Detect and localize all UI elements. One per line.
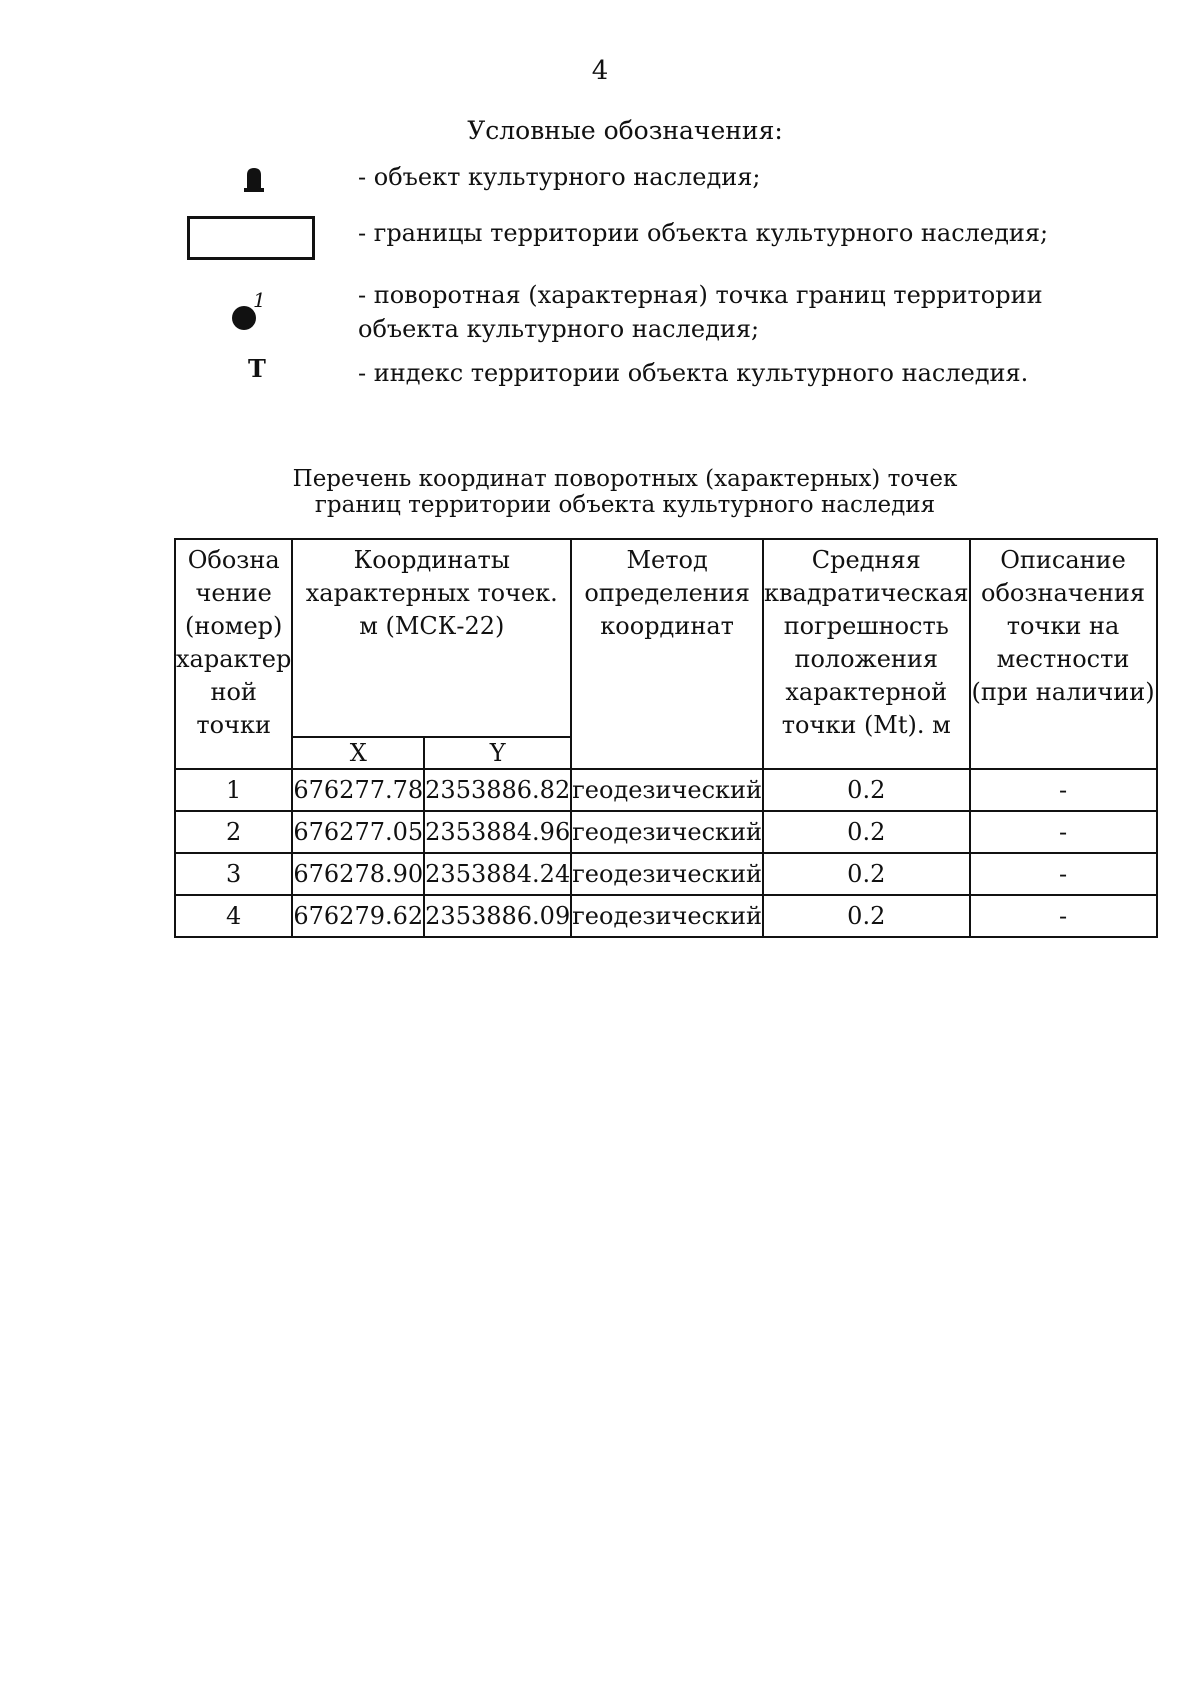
legend-text-boundary: - границы территории объекта культурного наследия; xyxy=(358,219,1049,247)
legend-text-monument: - объект культурного наследия; xyxy=(358,163,761,191)
cell-desc: - xyxy=(970,853,1157,895)
cell-desc: - xyxy=(970,895,1157,937)
cell-desc: - xyxy=(970,769,1157,811)
cell-error: 0.2 xyxy=(763,811,970,853)
cell-error: 0.2 xyxy=(763,853,970,895)
cell-num: 1 xyxy=(175,769,292,811)
boundary-rectangle-icon xyxy=(187,216,315,260)
index-letter: Т xyxy=(248,354,266,383)
header-error: Средняя квадратическая погрешность положения характерной точки (Mt). м xyxy=(763,539,970,769)
table-title-line-2: границ территории объекта культурного наследия xyxy=(314,492,936,518)
header-description: Описание обозначения точки на местности (при наличии) xyxy=(970,539,1157,769)
turning-point-icon xyxy=(228,288,268,328)
table-title xyxy=(0,466,1200,518)
table-row xyxy=(175,895,1157,937)
cell-y: 2353886.82 xyxy=(424,769,571,811)
page-number: 4 xyxy=(591,56,609,86)
cell-x: 676279.62 xyxy=(292,895,424,937)
cell-num: 3 xyxy=(175,853,292,895)
cell-num: 2 xyxy=(175,811,292,853)
cell-x: 676278.90 xyxy=(292,853,424,895)
legend-text-index: - индекс территории объекта культурного наследия. xyxy=(358,359,1029,387)
table-row xyxy=(175,853,1157,895)
header-method: Метод определения координат xyxy=(571,539,763,769)
header-designation: Обозна чение (номер) характер ной точки xyxy=(175,539,292,769)
header-coordinates: Координаты характерных точек. м (МСК-22) xyxy=(292,539,571,737)
header-x: X xyxy=(292,737,424,769)
cell-method: геодезический xyxy=(571,853,763,895)
cell-y: 2353884.96 xyxy=(424,811,571,853)
cell-y: 2353884.24 xyxy=(424,853,571,895)
legend-heading: Условные обозначения: xyxy=(467,116,783,145)
table-row xyxy=(175,769,1157,811)
legend-text-turning-point: - поворотная (характерная) точка границ территории объекта культурного наследия; xyxy=(358,281,1043,343)
header-y: Y xyxy=(424,737,571,769)
cell-method: геодезический xyxy=(571,811,763,853)
cell-method: геодезический xyxy=(571,769,763,811)
point-number-label: 1 xyxy=(253,288,266,312)
cell-error: 0.2 xyxy=(763,769,970,811)
cell-desc: - xyxy=(970,811,1157,853)
monument-icon xyxy=(244,166,264,192)
coordinates-table xyxy=(174,538,1158,938)
cell-y: 2353886.09 xyxy=(424,895,571,937)
table-row xyxy=(175,811,1157,853)
cell-num: 4 xyxy=(175,895,292,937)
cell-method: геодезический xyxy=(571,895,763,937)
table-title-line-1: Перечень координат поворотных (характерных) точек xyxy=(292,466,958,492)
cell-x: 676277.05 xyxy=(292,811,424,853)
cell-x: 676277.78 xyxy=(292,769,424,811)
cell-error: 0.2 xyxy=(763,895,970,937)
